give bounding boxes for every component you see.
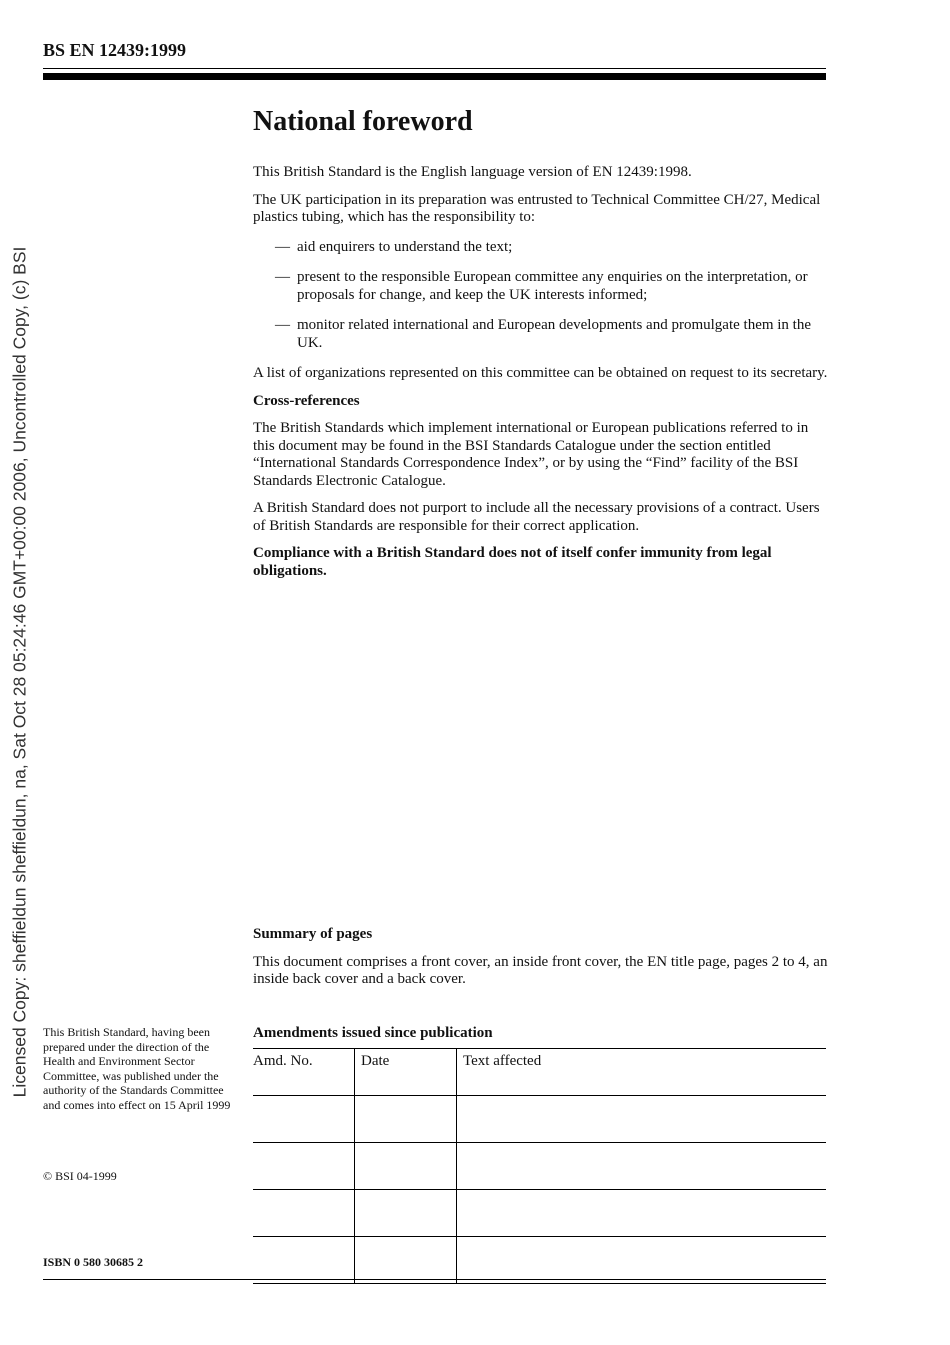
intro-paragraph: This British Standard is the English language version of EN 12439:1998. (253, 164, 692, 180)
table-cell (457, 1237, 827, 1284)
dash-bullet: — (275, 238, 290, 255)
cross-references-paragraph: A British Standard does not purport to include all the necessary provisions of a contract. Users of British Standards are responsible for their correct application. (253, 500, 820, 534)
table-cell (457, 1143, 827, 1190)
intro-paragraph: The UK participation in its preparation was entrusted to Technical Committee CH/27, Medical plastics tubing, which has the responsibility to: (253, 191, 821, 225)
list-item (275, 239, 828, 257)
table-cell (253, 1190, 355, 1237)
summary-text: This document comprises a front cover, an inside front cover, the EN title page, pages 2 to 4, an inside back cover and a back cover. (253, 953, 828, 987)
table-cell (355, 1096, 457, 1143)
table-cell (253, 1237, 355, 1284)
table-row (253, 1237, 826, 1284)
license-watermark: Licensed Copy: sheffieldun sheffieldun, na, Sat Oct 28 05:24:46 GMT+00:00 2006, Uncontrolled Copy, (c) BSI (9, 246, 30, 1098)
table-header-row (253, 1049, 826, 1096)
column-header-amd-no: Amd. No. (253, 1049, 355, 1096)
page-title: National foreword (253, 106, 473, 137)
table-row (253, 1143, 826, 1190)
cross-references-paragraph: The British Standards which implement international or European publications referred to in this document may be found in the BSI Standards Catalogue under the section entitled “International Standards Correspondence Index”, or by using the “Find” facility of the BSI Standards Electronic Catalogue. (253, 420, 809, 489)
summary-heading: Summary of pages (253, 926, 373, 942)
column-header-date: Date (355, 1049, 457, 1096)
table-cell (457, 1190, 827, 1237)
amendments-table (253, 1048, 826, 1284)
list-item-text: present to the responsible European committee any enquiries on the interpretation, or proposals for change, and keep the UK interests informed; (297, 269, 808, 303)
table-cell (355, 1190, 457, 1237)
list-item-text: aid enquirers to understand the text; (297, 238, 513, 255)
publication-note: This British Standard, having been prepared under the direction of the Health and Environment Sector Committee, was published under the authority of the Standards Committee and comes into effect on 15 April 1999 (43, 1025, 231, 1112)
dash-bullet: — (275, 269, 290, 285)
table-cell (253, 1143, 355, 1190)
committee-note: A list of organizations represented on this committee can be obtained on request to its secretary. (253, 365, 828, 381)
table-cell (355, 1143, 457, 1190)
summary-of-pages (253, 926, 828, 989)
cross-references-heading: Cross-references (253, 392, 360, 409)
footer-rule (43, 1279, 826, 1280)
table-cell (355, 1237, 457, 1284)
document-code: BS EN 12439:1999 (43, 40, 187, 60)
copyright-notice: © BSI 04-1999 (43, 1169, 117, 1183)
table-row (253, 1190, 826, 1237)
header-rule-thin (43, 68, 826, 69)
column-header-text-affected: Text affected (457, 1049, 827, 1096)
isbn: ISBN 0 580 30685 2 (43, 1255, 144, 1269)
table-row (253, 1096, 826, 1143)
list-item (275, 269, 828, 304)
compliance-statement: Compliance with a British Standard does not of itself confer immunity from legal obligations. (253, 545, 772, 579)
header-rule-thick (43, 73, 826, 80)
table-cell (457, 1096, 827, 1143)
foreword-body (253, 164, 828, 590)
amendments-heading: Amendments issued since publication (253, 1025, 493, 1041)
table-cell (253, 1096, 355, 1143)
dash-bullet: — (275, 317, 290, 333)
list-item (275, 317, 828, 352)
list-item-text: monitor related international and European developments and promulgate them in the UK. (297, 317, 812, 351)
responsibility-list (253, 239, 828, 353)
